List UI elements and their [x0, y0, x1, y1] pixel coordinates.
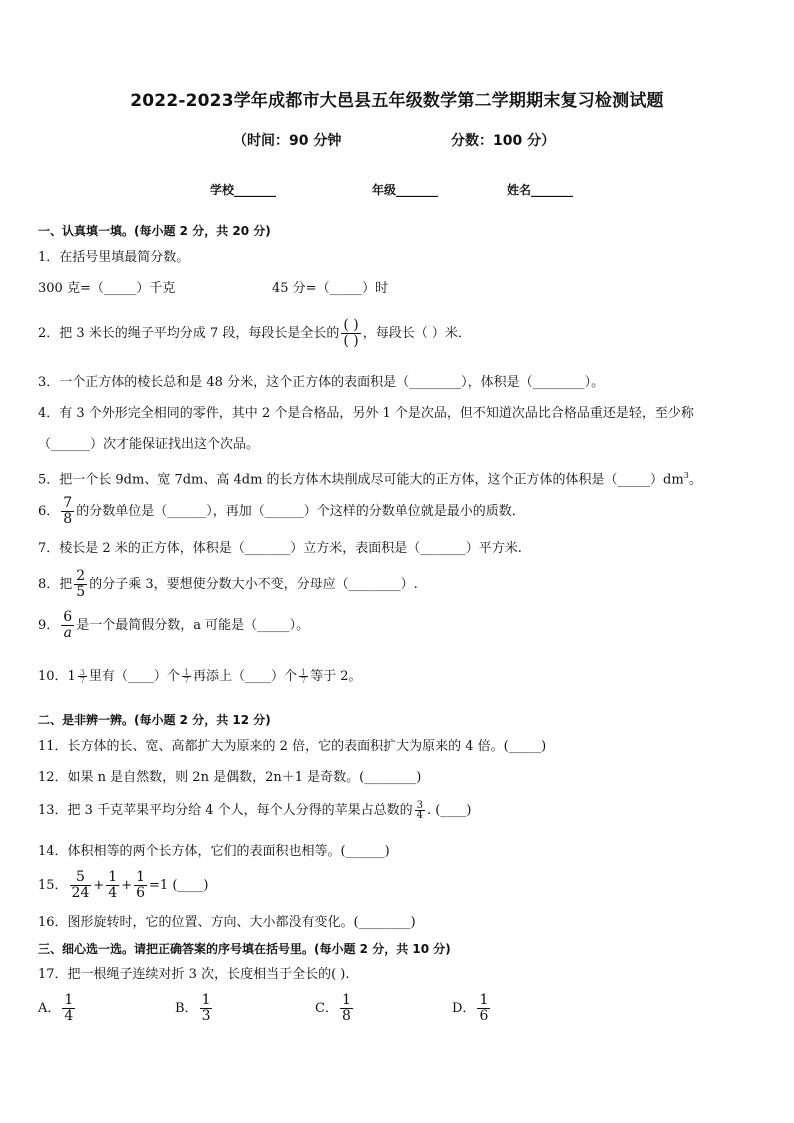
question-6: 6． $\frac{7}{8}$ 的分数单位是（______），再加（______）个这样的分数单位就是最小的质数． [38, 495, 525, 527]
fraction: $\frac{1}{4}$ [64, 992, 74, 1024]
time-limit: （时间：90 分钟 [233, 133, 342, 149]
fraction: $\frac{1}{6}$ [479, 992, 489, 1024]
question-2: 2．把 3 米长的绳子平均分成 7 段，每段长是全长的 $\frac{( )}{( )}$ ，每段长（ ）米． [38, 317, 471, 349]
fraction: $\frac{5}{24}$ [71, 869, 90, 901]
question-5: 5．把一个长 9dm、宽 7dm、高 4dm 的长方体木块削成尽可能大的正方体，这个正方体的体积是$(\_\_\_\_\_)dm^3$。 [38, 471, 702, 488]
question-1a: 300 克=（_____）千克 [38, 281, 176, 296]
question-16: 16．图形旋转时，它的位置、方向、大小都没有变化。(________) [38, 915, 416, 930]
option-c[interactable]: C． $\frac{1}{8}$ [315, 992, 351, 1024]
fraction: $\frac{2}{5}$ [76, 568, 86, 600]
fraction-blank: $\frac{( )}{( )}$ [343, 317, 359, 349]
grade-field: 年级_______ [372, 183, 439, 197]
question-15: 15． $\frac{5}{24}$ + $\frac{1}{4}$ + $\frac{1}{6}$ =1 (____) [38, 869, 209, 901]
fraction: $\frac{1}{4}$ [108, 869, 118, 901]
question-12: 12．如果 n 是自然数，则 2n 是偶数，2n＋1 是奇数。(________) [38, 770, 422, 785]
fraction: $\frac{6}{a}$ [63, 609, 73, 641]
question-11: 11．长方体的长、宽、高都扩大为原来的 2 倍，它的表面积扩大为原来的 4 倍。(_____) [38, 739, 547, 754]
question-4: 4．有 3 个外形完全相同的零件，其中 2 个是合格品，另外 1 个是次品，但不知道次品比合格品重还是轻，至少称 [38, 406, 694, 421]
question-13: 13．把 3 千克苹果平均分给 4 个人，每个人分得的苹果占总数的 $\frac{3}{4}$ . (____) [38, 800, 472, 821]
option-b[interactable]: B． $\frac{1}{3}$ [175, 992, 211, 1024]
section-1-heading: 一、认真填一填。(每小题 2 分，共 20 分) [38, 224, 271, 238]
question-7: 7．棱长是 2 米的正方体，体积是（_______）立方米，表面积是（_______）平方米. [38, 541, 522, 556]
question-17: 17．把一根绳子连续对折 3 次，长度相当于全长的( ). [38, 967, 350, 982]
fraction: $\frac{1}{7}$ [301, 668, 307, 685]
fraction: $\frac{7}{8}$ [63, 495, 73, 527]
section-2-heading: 二、是非辨一辨。(每小题 2 分，共 12 分) [38, 713, 271, 727]
question-3: 3．一个正方体的棱长总和是 48 分米，这个正方体的表面积是（________），体积是（________）。 [38, 375, 605, 390]
option-d[interactable]: D． $\frac{1}{6}$ [452, 992, 489, 1024]
fraction: $\frac{1}{8}$ [341, 992, 351, 1024]
question-4-continued: （______）次才能保证找出这个次品。 [38, 437, 260, 452]
question-9: 9． $\frac{6}{a}$ 是一个最简假分数，a 可能是（_____）。 [38, 609, 310, 641]
question-10: 10．1 $\frac{3}{7}$ 里有（____）个 $\frac{1}{7}$ 再添上（____）个 $\frac{1}{7}$ 等于 2。 [38, 668, 362, 685]
name-field: 姓名_______ [507, 183, 574, 197]
fraction: $\frac{3}{4}$ [416, 800, 423, 821]
section-3-heading: 三、细心选一选。请把正确答案的序号填在括号里。(每小题 2 分，共 10 分) [38, 942, 451, 956]
school-field: 学校_______ [210, 183, 277, 197]
question-1b: 45 分=（_____）时 [272, 281, 389, 296]
page-title: 2022-2023学年成都市大邑县五年级数学第二学期期末复习检测试题 [130, 91, 664, 111]
question-8: 8．把 $\frac{2}{5}$ 的分子乘 3，要想使分数大小不变，分母应（________）. [38, 568, 418, 600]
question-14: 14．体积相等的两个长方体，它们的表面积也相等。(______) [38, 844, 390, 859]
fraction: $\frac{1}{6}$ [136, 869, 146, 901]
total-score: 分数：100 分） [451, 133, 556, 149]
question-1: 1．在括号里填最简分数。 [38, 250, 190, 265]
fraction: $\frac{3}{7}$ [79, 668, 85, 685]
fraction: $\frac{1}{7}$ [183, 668, 190, 685]
option-a[interactable]: A． $\frac{1}{4}$ [38, 992, 74, 1024]
fraction: $\frac{1}{3}$ [201, 992, 211, 1024]
